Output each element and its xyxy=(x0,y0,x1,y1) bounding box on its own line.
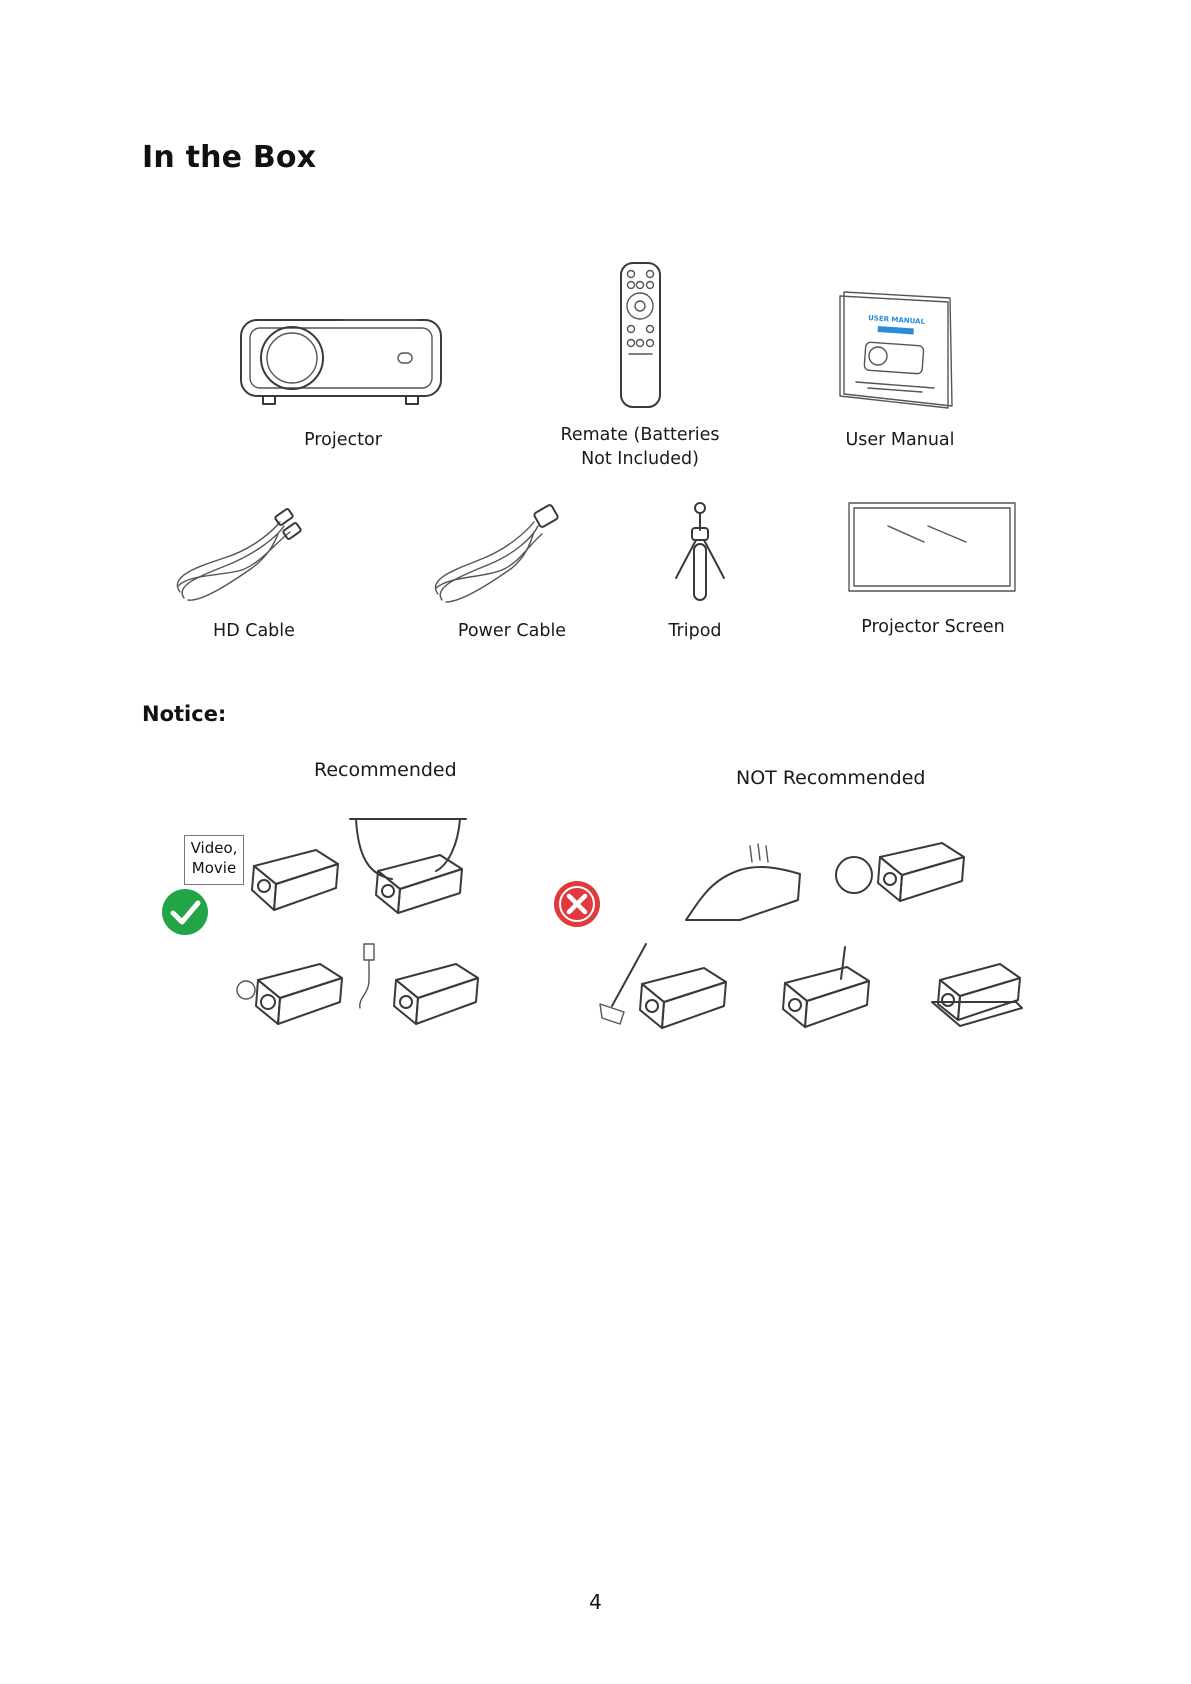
not-recommended-illustration-2 xyxy=(830,835,980,925)
item-label-power-cable: Power Cable xyxy=(457,621,567,641)
item-label-projector-screen: Projector Screen xyxy=(861,617,1005,637)
user-manual-illustration xyxy=(838,290,958,410)
notice-heading: Notice: xyxy=(142,702,227,726)
item-label-remote-line1: Remate (Batteries xyxy=(560,425,720,445)
callout-line1: Video, xyxy=(190,839,238,857)
power-cable-illustration xyxy=(430,502,564,608)
projector-illustration xyxy=(238,316,448,408)
manual-cover-title: USER MANUAL xyxy=(867,314,926,326)
item-label-user-manual: User Manual xyxy=(845,430,955,450)
not-recommended-illustration-5 xyxy=(920,950,1040,1040)
page-number: 4 xyxy=(589,1590,602,1614)
item-label-remote-line2: Not Included) xyxy=(581,449,699,469)
hd-cable-illustration xyxy=(172,504,306,608)
item-label-tripod: Tripod xyxy=(668,621,722,641)
item-label-hd-cable: HD Cable xyxy=(213,621,295,641)
projector-screen-illustration xyxy=(848,502,1018,594)
tripod-illustration xyxy=(670,500,730,606)
not-recommended-label: NOT Recommended xyxy=(736,767,926,789)
not-recommended-illustration-3 xyxy=(598,940,748,1040)
not-recommended-illustration-1 xyxy=(680,840,810,925)
cross-icon xyxy=(553,880,601,928)
page-title: In the Box xyxy=(142,140,317,175)
item-label-projector: Projector xyxy=(304,430,382,450)
recommended-illustration-1 xyxy=(246,840,346,915)
recommended-illustration-2 xyxy=(348,815,478,915)
callout-line2: Movie xyxy=(191,859,237,877)
video-movie-callout xyxy=(184,835,244,885)
remote-illustration xyxy=(618,261,664,411)
recommended-illustration-4 xyxy=(356,940,486,1040)
not-recommended-illustration-4 xyxy=(765,945,885,1035)
recommended-label: Recommended xyxy=(314,759,457,781)
recommended-illustration-3 xyxy=(232,950,352,1040)
check-icon xyxy=(161,888,209,936)
